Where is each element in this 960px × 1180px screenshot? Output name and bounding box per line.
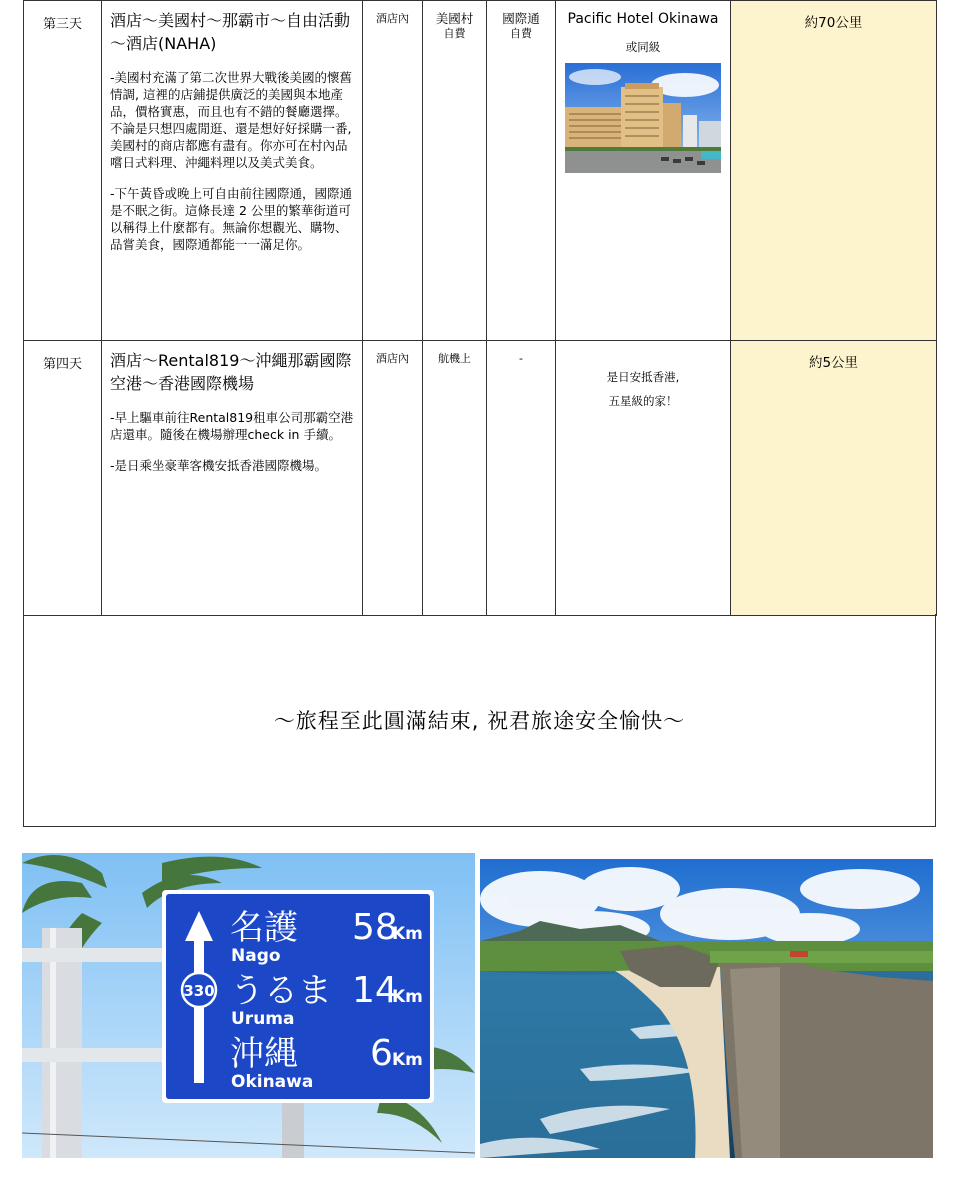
sign-distance-value: 58 xyxy=(352,907,398,948)
day4-row xyxy=(24,341,937,616)
route-title: 酒店～美國村～那霸市～自由活動～酒店(NAHA) xyxy=(110,11,351,53)
hotel-name: Pacific Hotel Okinawa xyxy=(567,11,719,27)
breakfast-cell: 酒店內 xyxy=(363,341,423,616)
sign-destination-ja: 沖縄 xyxy=(230,1034,298,1074)
closing-box xyxy=(23,614,936,827)
sign-destination-ja: 名護 xyxy=(230,908,298,948)
sign-destination-en: Nago xyxy=(231,946,281,966)
day3-row xyxy=(24,1,937,341)
lunch-cell xyxy=(423,1,487,341)
route-cell xyxy=(102,1,363,341)
dinner-cell xyxy=(487,1,556,341)
sign-destination-en: Okinawa xyxy=(231,1072,314,1092)
road-sign-photo xyxy=(22,853,475,1158)
home-note-line: 是日安抵香港, xyxy=(606,370,680,384)
dinner-note: 自費 xyxy=(510,27,532,40)
hotel-photo xyxy=(565,63,721,173)
route-cell xyxy=(102,341,363,616)
lunch-cell: 航機上 xyxy=(423,341,487,616)
sign-distance-unit: Km xyxy=(392,924,423,944)
dinner-place: 國際通 xyxy=(502,11,540,26)
route-description: -是日乘坐豪華客機安抵香港國際機場。 xyxy=(110,458,328,473)
home-note xyxy=(556,365,730,413)
sign-distance-unit: Km xyxy=(392,1050,423,1070)
distance-cell: 約70公里 xyxy=(731,1,937,341)
route-description: -美國村充滿了第二次世界大戰後美國的懷舊情調, 這裡的店鋪提供廣泛的美國與本地產品，價格實惠，而且也有不錯的餐廳選擇。不論是只想四處閒逛、還是想好好採購一番, 美國村的商店都應有盡有。你亦可在村內品嚐日式料理、沖繩料理以及美式美食。 xyxy=(110,70,353,170)
sign-distance-value: 14 xyxy=(352,970,398,1011)
route-description: -下午黃昏或晚上可自由前往國際通，國際通是不眠之街。這條長達 2 公里的繁華街道可以稱得上什麼都有。無論你想觀光、購物、品嘗美食，國際通都能一一滿足你。 xyxy=(110,186,353,252)
sign-destination-en: Uruma xyxy=(231,1009,295,1029)
route-number: 330 xyxy=(183,982,215,1000)
lunch-place: 美國村 xyxy=(435,11,474,26)
day-label: 第三天 xyxy=(24,1,102,341)
sign-distance-unit: Km xyxy=(392,987,423,1007)
sign-distance-value: 6 xyxy=(370,1033,393,1074)
itinerary-table xyxy=(23,0,937,616)
sign-destination-ja: うるま xyxy=(230,971,332,1011)
breakfast-cell: 酒店內 xyxy=(363,1,423,341)
hotel-cell xyxy=(556,1,731,341)
hotel-cell xyxy=(556,341,731,616)
home-note-line: 五星級的家！ xyxy=(608,394,678,408)
distance-cell: 約5公里 xyxy=(731,341,937,616)
lunch-note: 自費 xyxy=(443,27,466,40)
route-description: -早上驅車前往Rental819租車公司那霸空港店還車。隨後在機場辦理check in 手續。 xyxy=(110,410,354,442)
hotel-note: 或同級 xyxy=(625,40,661,54)
dinner-cell: - xyxy=(487,341,556,616)
closing-message: ～旅程至此圓滿結束, 祝君旅途安全愉快～ xyxy=(273,709,686,733)
route-title: 酒店～Rental819～沖繩那霸國際空港～香港國際機場 xyxy=(110,351,352,393)
coastline-photo xyxy=(480,859,933,1158)
day-label: 第四天 xyxy=(24,341,102,616)
